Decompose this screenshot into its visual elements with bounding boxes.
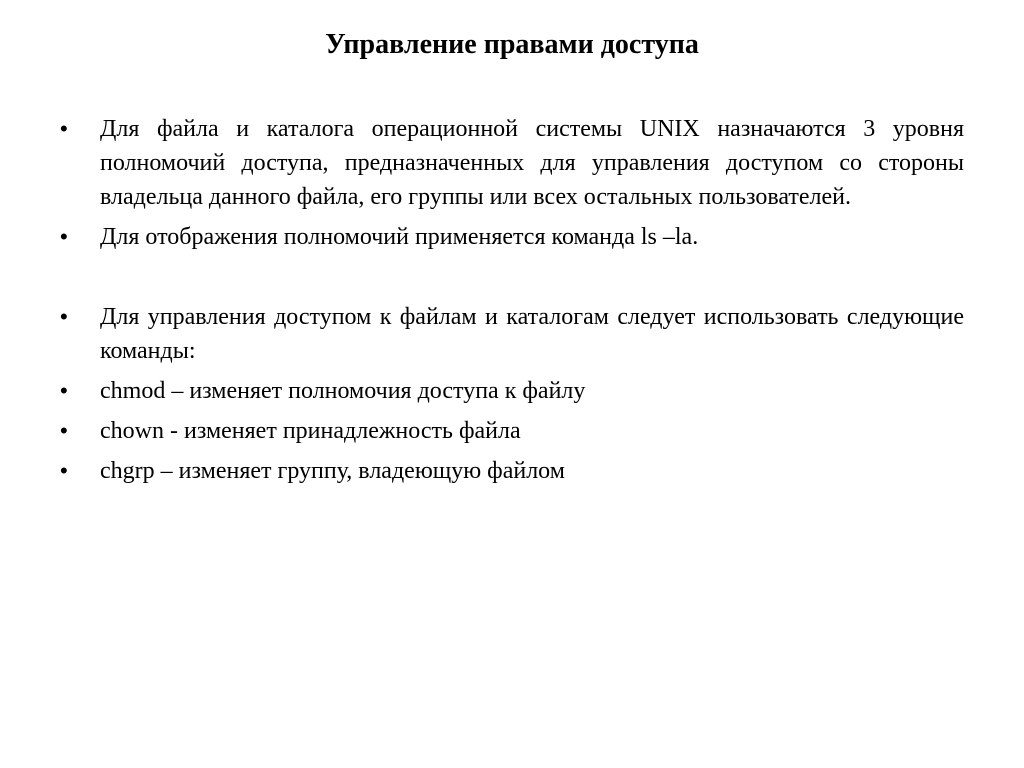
list-item <box>60 300 964 368</box>
bullet-icon: • <box>60 378 68 403</box>
list-item <box>60 414 964 448</box>
bullet-text: chown - изменяет принадлежность файла <box>100 418 521 444</box>
list-item <box>60 454 964 488</box>
slide-title: Управление правами доступа <box>325 29 699 60</box>
list-item <box>60 220 964 254</box>
bullet-text: chmod – изменяет полномочия доступа к файлу <box>100 378 586 404</box>
bullet-text: Для файла и каталога операционной системы UNIX назначаются 3 уровня полномочий доступа, предназначенных для управления доступом со стороны владельца данного файла, его группы или всех остальных пользователей. <box>100 116 964 210</box>
list-item <box>60 374 964 408</box>
bullet-icon: • <box>60 304 68 329</box>
bullet-icon: • <box>60 116 68 141</box>
bullet-text: Для управления доступом к файлам и каталогам следует использовать следующие команды: <box>100 304 964 364</box>
bullet-icon: • <box>60 418 68 443</box>
bullet-text: Для отображения полномочий применяется команда ls –la. <box>100 224 699 250</box>
bullet-text: chgrp – изменяет группу, владеющую файлом <box>100 458 565 484</box>
bullet-icon: • <box>60 224 68 249</box>
list-item <box>60 112 964 214</box>
bullet-icon: • <box>60 458 68 483</box>
bullet-list <box>60 112 964 494</box>
